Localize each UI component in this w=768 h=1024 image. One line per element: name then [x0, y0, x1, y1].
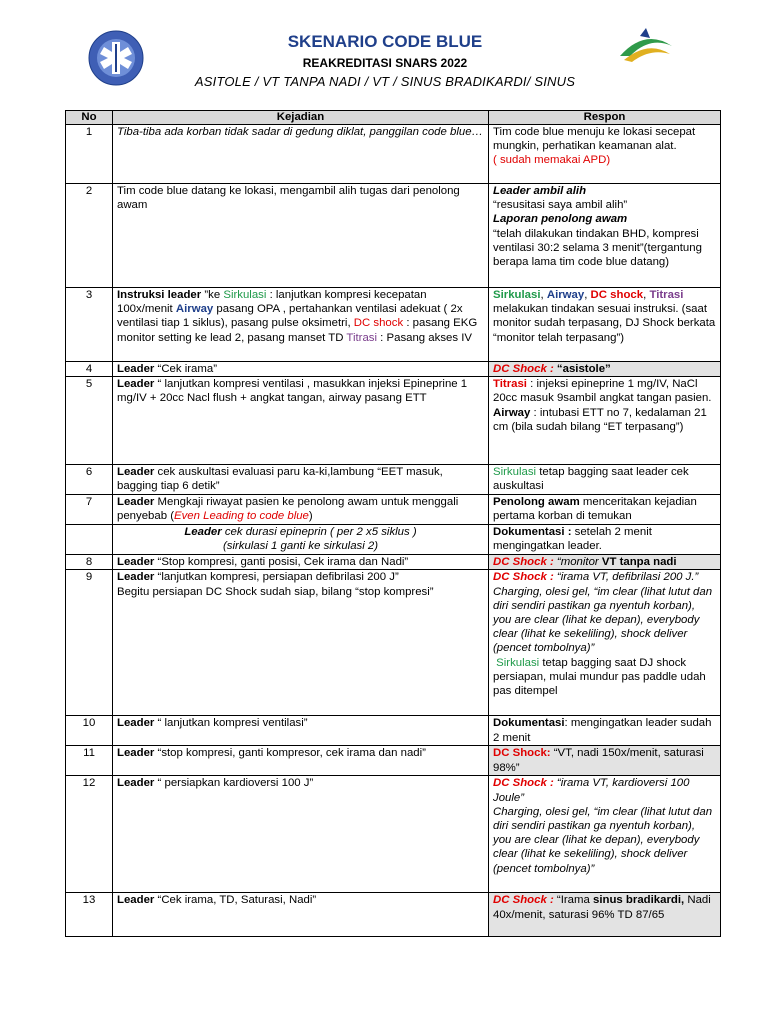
- respon-cell: Dokumentasi: mengingatkan leader sudah 2 menit: [489, 716, 721, 746]
- table-row: [66, 377, 721, 465]
- row-number: 13: [66, 893, 113, 937]
- table-header-row: [66, 111, 721, 125]
- row-number: 9: [66, 570, 113, 716]
- hospital-logo: [610, 26, 680, 82]
- row-number: 8: [66, 555, 113, 570]
- respon-cell: Dokumentasi : setelah 2 menit mengingatkan leader.: [489, 525, 721, 555]
- table-row: [66, 465, 721, 495]
- row-number: 3: [66, 288, 113, 362]
- respon-cell: DC Shock : “asistole”: [489, 362, 721, 377]
- header-no: No: [66, 111, 113, 125]
- kejadian-cell: Leader “Stop kompresi, ganti posisi, Cek irama dan Nadi”: [113, 555, 489, 570]
- respon-cell: DC Shock: “VT, nadi 150x/menit, saturasi 98%”: [489, 746, 721, 776]
- table-row: [66, 716, 721, 746]
- table-row: [66, 362, 721, 377]
- table-row: [66, 184, 721, 288]
- kejadian-cell: Leader Mengkaji riwayat pasien ke penolong awam untuk menggali penyebab (Even Leading to code blue): [113, 495, 489, 525]
- row-number: 12: [66, 776, 113, 893]
- row-number: 2: [66, 184, 113, 288]
- page-subtitle: REAKREDITASI SNARS 2022: [302, 56, 468, 70]
- kejadian-cell: Leader “ lanjutkan kompresi ventilasi”: [113, 716, 489, 746]
- row-number: 4: [66, 362, 113, 377]
- row-number: 1: [66, 125, 113, 184]
- row-number: [66, 525, 113, 555]
- respon-cell: Tim code blue menuju ke lokasi secepat mungkin, perhatikan keamanan alat. ( sudah memakai APD): [489, 125, 721, 184]
- kejadian-cell: Leader “stop kompresi, ganti kompresor, cek irama dan nadi”: [113, 746, 489, 776]
- row-number: 5: [66, 377, 113, 465]
- scenario-table: [65, 110, 721, 937]
- respon-cell: DC Shock : “monitor VT tanpa nadi: [489, 555, 721, 570]
- header-kejadian: Kejadian: [113, 111, 489, 125]
- respon-cell: Penolong awam menceritakan kejadian pertama korban di temukan: [489, 495, 721, 525]
- header-respon: Respon: [489, 111, 721, 125]
- kejadian-cell: Tiba-tiba ada korban tidak sadar di gedung diklat, panggilan code blue…: [113, 125, 489, 184]
- table-row: [66, 288, 721, 362]
- kejadian-cell: Instruksi leader ”ke Sirkulasi : lanjutkan kompresi kecepatan 100x/menit Airway pasang OPA , pertahankan ventilasi adekuat ( 2x ventilasi tiap 1 siklus), pasang pulse oksimetri, DC shock : pasang EKG monitor setting ke lead 2, pasang manset TD Titrasi : Pasang akses IV: [113, 288, 489, 362]
- table-row: [66, 893, 721, 937]
- row-number: 10: [66, 716, 113, 746]
- table-row: [66, 525, 721, 555]
- respon-cell: DC Shock : “irama VT, defibrilasi 200 J.” Charging, olesi gel, “im clear (lihat lutut dan diri sendiri pastikan ga nyentuh korban), you are clear (lihat ke depan), everybody clear (lihat ke sekeliling), shock deliver (pencet tombolnya)” Sirkulasi tetap bagging saat DJ shock persiapan, mulai mundur pas paddle udah pas ditempel: [489, 570, 721, 716]
- row-number: 6: [66, 465, 113, 495]
- kejadian-cell: Leader “Cek irama”: [113, 362, 489, 377]
- kejadian-cell: Leader cek durasi epineprin ( per 2 x5 siklus ) (sirkulasi 1 ganti ke sirkulasi 2): [113, 525, 489, 555]
- table-row: [66, 746, 721, 776]
- table-row: [66, 495, 721, 525]
- respon-cell: DC Shock : “irama VT, kardioversi 100 Joule” Charging, olesi gel, “im clear (lihat lutut dan diri sendiri pastikan ga nyentuh korban), you are clear (lihat ke depan), everybody clear (lihat ke sekeliling), shock deliver (pencet tombolnya)”: [489, 776, 721, 893]
- kejadian-cell: Leader “lanjutkan kompresi, persiapan defibrilasi 200 J” Begitu persiapan DC Shock sudah siap, bilang “stop kompresi”: [113, 570, 489, 716]
- respon-cell: Leader ambil alih “resusitasi saya ambil alih” Laporan penolong awam “telah dilakukan tindakan BHD, kompresi ventilasi 30:2 selama 3 menit”(tergantung berapa lama tim code blue datang): [489, 184, 721, 288]
- scenario-line: ASITOLE / VT TANPA NADI / VT / SINUS BRADIKARDI/ SINUS: [194, 74, 576, 89]
- respon-cell: DC Shock : “Irama sinus bradikardi, Nadi 40x/menit, saturasi 96% TD 87/65: [489, 893, 721, 937]
- row-number: 7: [66, 495, 113, 525]
- row-number: 11: [66, 746, 113, 776]
- table-row: [66, 125, 721, 184]
- kejadian-cell: Tim code blue datang ke lokasi, mengambil alih tugas dari penolong awam: [113, 184, 489, 288]
- page-title: SKENARIO CODE BLUE: [287, 32, 483, 51]
- kejadian-cell: Leader cek auskultasi evaluasi paru ka-ki,lambung “EET masuk, bagging tiap 6 detik”: [113, 465, 489, 495]
- respon-cell: Sirkulasi, Airway, DC shock, Titrasi melakukan tindakan sesuai instruksi. (saat monitor sudah terpasang, DJ Shock berkata “monitor telah terpasang”): [489, 288, 721, 362]
- kejadian-cell: Leader “Cek irama, TD, Saturasi, Nadi”: [113, 893, 489, 937]
- table-row: [66, 776, 721, 893]
- respon-cell: Sirkulasi tetap bagging saat leader cek auskultasi: [489, 465, 721, 495]
- kejadian-cell: Leader “ persiapkan kardioversi 100 J”: [113, 776, 489, 893]
- table-row: [66, 570, 721, 716]
- table-row: [66, 555, 721, 570]
- code-blue-logo: [88, 30, 144, 86]
- respon-cell: Titrasi : injeksi epineprine 1 mg/IV, NaCl 20cc masuk 9sambil angkat tangan pasien. Airway : intubasi ETT no 7, kedalaman 21 cm (bila sudah bilang “ET terpasang”): [489, 377, 721, 465]
- kejadian-cell: Leader “ lanjutkan kompresi ventilasi , masukkan injeksi Epineprine 1 mg/IV + 20cc Nacl flush + angkat tangan, airway pasang ETT: [113, 377, 489, 465]
